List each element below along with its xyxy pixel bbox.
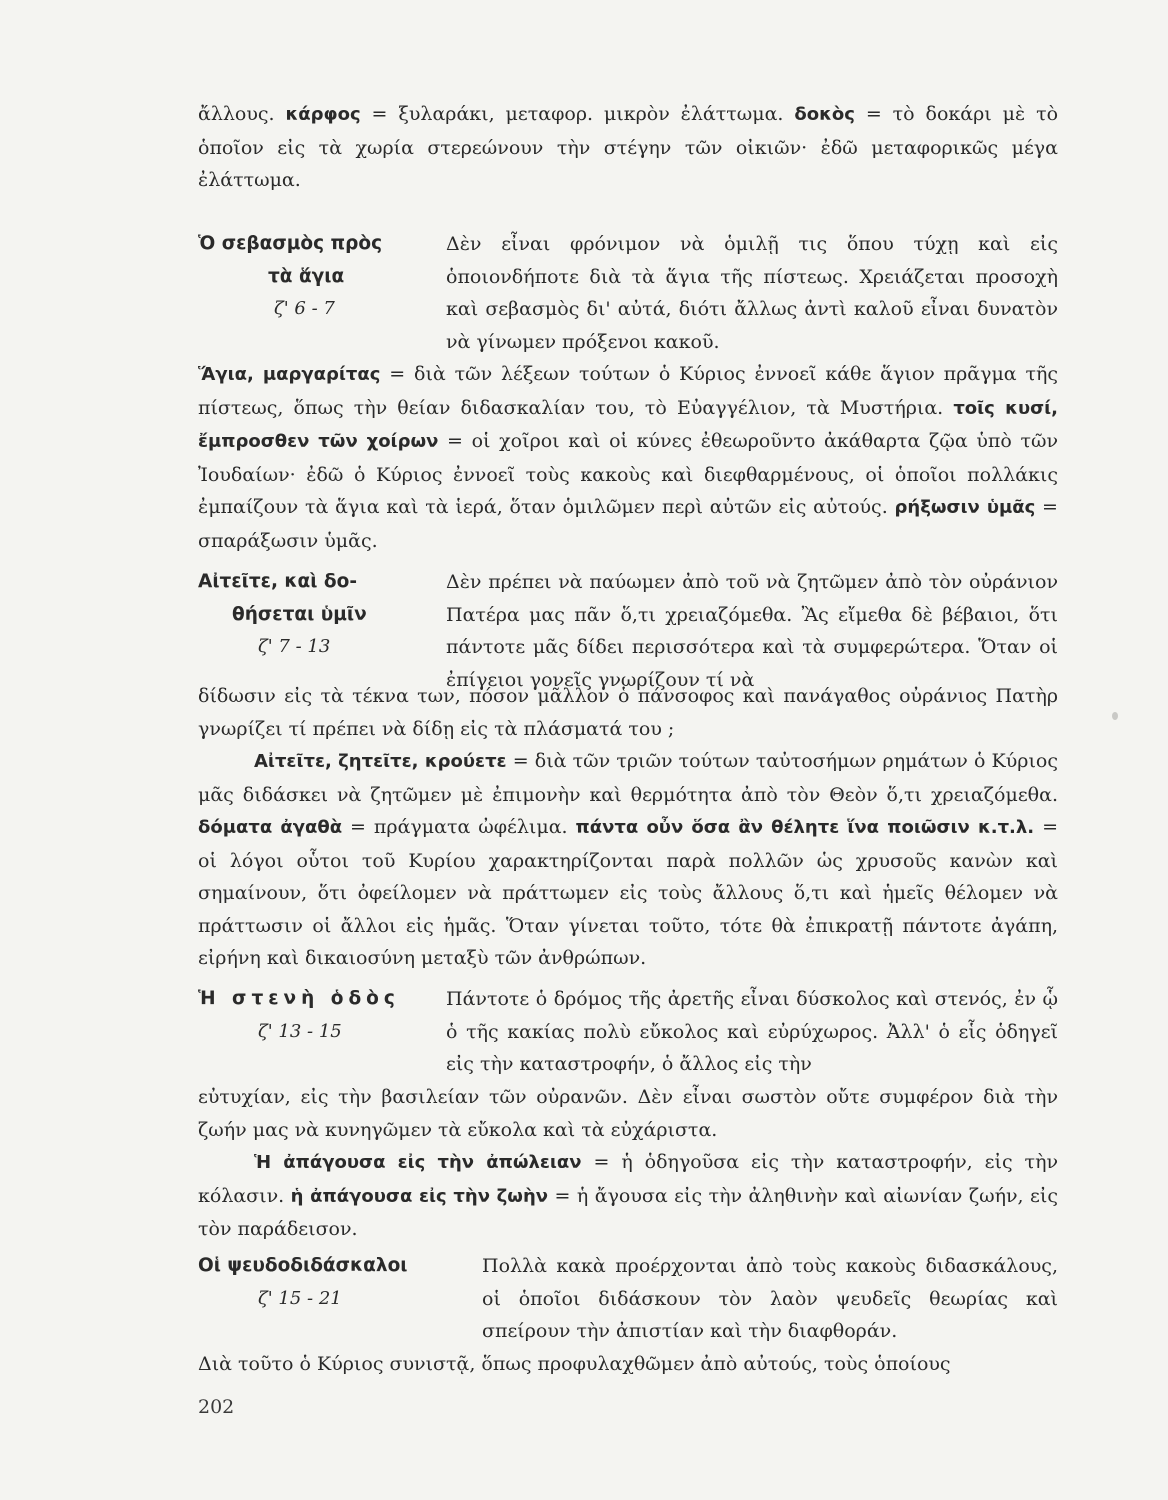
term-aiteite: Αἰτεῖτε, ζητεῖτε, κρούετε xyxy=(254,751,507,772)
section-ask-continuation xyxy=(198,680,1058,975)
section-reverence-ref: ζ' 6 - 7 xyxy=(274,298,335,319)
intro-text-3: = τὸ δοκάρι μὲ τὸ ὁποῖον εἰς τὰ χωρία στερεώνουν τὴν στέγην τῶν οἰκιῶν· ἐδῶ μεταφορικῶς μέγα ἐλάττωμα. xyxy=(198,103,1059,191)
section-narrow-way-continuation xyxy=(198,1081,1058,1246)
term-rixosin: ρήξωσιν ὑμᾶς xyxy=(894,497,1036,518)
note-text-1: = διὰ τῶν λέξεων τούτων ὁ Κύριος ἐννοεῖ κάθε ἅγιον πρᾶγμα τῆς πίστεως, ὅπως τὴν θείαν διδασκαλίαν του, τὸ Εὐαγγέλιον, τὰ Μυστήρια. xyxy=(198,363,1058,419)
section-reverence-text xyxy=(446,228,1058,358)
section-narrow-way-ref: ζ' 13 - 15 xyxy=(258,1020,342,1042)
section-reverence-title-line1: Ὁ σεβασμὸς πρὸς xyxy=(198,233,383,254)
note-text-5: = πράγματα ὠφέλιμα. xyxy=(342,816,576,838)
term-apagousa-apoleian: Ἡ ἀπάγουσα εἰς τὴν ἀπώλειαν xyxy=(254,1152,582,1173)
section-false-teachers-continuation-text: Διὰ τοῦτο ὁ Κύριος συνιστᾷ, ὅπως προφυλαχθῶμεν ἀπὸ αὐτούς, τοὺς ὁποίους xyxy=(198,1353,951,1375)
term-agia-margaritas: Ἅγια, μαργαρίτας xyxy=(198,364,381,385)
term-domata: δόματα ἀγαθὰ xyxy=(198,817,343,838)
section-ask-text xyxy=(446,566,1058,696)
section-ask-heading xyxy=(198,566,430,664)
section-false-teachers-body: Πολλὰ κακὰ προέρχονται ἀπὸ τοὺς κακοὺς διδασκάλους, οἱ ὁποῖοι διδάσκουν τὸν λαὸν ψευδεῖς θεωρίας καὶ σπείρουν τὴν ἀπιστίαν καὶ τὴν διαφθοράν. xyxy=(482,1255,1058,1342)
section-ask-ref: ζ' 7 - 13 xyxy=(258,636,331,657)
section-ask-title-line1: Αἰτεῖτε, καὶ δο- xyxy=(198,571,358,592)
section-narrow-way-body: Πάντοτε ὁ δρόμος τῆς ἀρετῆς εἶναι δύσκολος καὶ στενός, ἐν ᾧ ὁ τῆς κακίας πολὺ εὔκολος καὶ εὐρύχωρος. Ἀλλ' ὁ εἷς ὁδηγεῖ εἰς τὴν καταστροφήν, ὁ ἄλλος εἰς τὴν xyxy=(446,988,1058,1075)
section-ask-continuation-text: δίδωσιν εἰς τὰ τέκνα των, πόσον μᾶλλον ὁ πάνσοφος καὶ πανάγαθος οὐράνιος Πατὴρ γνωρίζει τί πρέπει νὰ δίδῃ εἰς τὰ πλάσματά του ; xyxy=(198,685,1058,740)
intro-text-1: ἄλλους. xyxy=(198,103,286,125)
term-apagousa-zoin: ἡ ἀπάγουσα εἰς τὴν ζωὴν xyxy=(290,1185,549,1207)
section-false-teachers-heading xyxy=(198,1250,430,1315)
note-text-8: = ἡ ἄγουσα εἰς τὴν ἀληθινὴν καὶ αἰωνίαν ζωήν, εἰς τὸν παράδεισον. xyxy=(198,1184,1058,1240)
note-text-7: = ἡ ὁδηγοῦσα εἰς τὴν καταστροφήν, εἰς τὴν κόλασιν. xyxy=(198,1151,1058,1207)
section-narrow-way-heading xyxy=(198,983,430,1048)
section-reverence-title-line2: τὰ ἅγια xyxy=(268,265,345,287)
term-karfos: κάρφος xyxy=(285,104,361,125)
section-reverence-notes xyxy=(198,358,1058,557)
section-false-teachers-continuation xyxy=(198,1348,1058,1381)
section-false-teachers-title: Οἱ ψευδοδιδάσκαλοι xyxy=(198,1255,408,1276)
term-kysi-choiron: τοῖς κυσί, ἔμπροσθεν τῶν χοίρων xyxy=(198,397,1058,452)
section-false-teachers-text xyxy=(482,1250,1058,1348)
term-panta-oun: πάντα οὖν ὅσα ἂν θέλητε ἵνα ποιῶσιν κ.τ.λ. xyxy=(575,817,1035,838)
section-narrow-way-title: Ἡ στενὴ ὁδὸς xyxy=(198,988,400,1009)
note-text-6: = οἱ λόγοι οὗτοι τοῦ Κυρίου χαρακτηρίζονται παρὰ πολλῶν ὡς χρυσοῦς κανὼν καὶ σημαίνουν, ὅτι ὀφείλομεν νὰ πράττωμεν εἰς τοὺς ἄλλους ὅ,τι καὶ ἡμεῖς θέλομεν νὰ πράττωσιν οἱ ἄλλοι εἰς ἡμᾶς. Ὅταν γίνεται τοῦτο, τότε θὰ ἐπικρατῇ πάντοτε ἀγάπη, εἰρήνη καὶ δικαιοσύνη μεταξὺ τῶν ἀνθρώπων. xyxy=(198,816,1059,969)
section-narrow-way-continuation-text: εὐτυχίαν, εἰς τὴν βασιλείαν τῶν οὐρανῶν. Δὲν εἶναι σωστὸν οὔτε συμφέρον διὰ τὴν ζωήν μας νὰ κυνηγῶμεν τὰ εὔκολα καὶ τὰ εὐχάριστα. xyxy=(198,1086,1058,1141)
intro-text-2: = ξυλαράκι, μεταφορ. μικρὸν ἐλάττωμα. xyxy=(360,103,795,125)
intro-paragraph xyxy=(198,98,1058,197)
term-dokos: δοκὸς xyxy=(794,104,855,125)
section-reverence-heading xyxy=(198,228,430,326)
page-number: 202 xyxy=(198,1396,235,1418)
note-text-4: = διὰ τῶν τριῶν τούτων ταὐτοσήμων ρημάτων ὁ Κύριος μᾶς διδάσκει νὰ ζητῶμεν μὲ ἐπιμονὴν καὶ θερμότητα ἀπὸ τὸν Θεὸν ὅ,τι χρειαζόμεθα. xyxy=(198,750,1058,806)
section-false-teachers-ref: ζ' 15 - 21 xyxy=(258,1287,342,1309)
section-ask-body: Δὲν πρέπει νὰ παύωμεν ἀπὸ τοῦ νὰ ζητῶμεν ἀπὸ τὸν οὐράνιον Πατέρα μας πᾶν ὅ,τι χρειαζόμεθα. Ἂς εἴμεθα δὲ βέβαιοι, ὅτι πάντοτε μᾶς δίδει περισσότερα καὶ τὰ συμφερώτερα. Ὅταν οἱ ἐπίγειοι γονεῖς γνωρίζουν τί νὰ xyxy=(446,571,1058,691)
note-text-3: = σπαράξωσιν ὑμᾶς. xyxy=(198,496,1058,552)
paper-smudge xyxy=(1112,712,1118,720)
section-reverence-body: Δὲν εἶναι φρόνιμον νὰ ὁμιλῇ τις ὅπου τύχῃ καὶ εἰς ὁποιονδήποτε διὰ τὰ ἅγια τῆς πίστεως. Χρειάζεται προσοχὴ καὶ σεβασμὸς δι' αὐτά, διότι ἄλλως ἀντὶ καλοῦ εἶναι δυνατὸν νὰ γίνωμεν πρόξενοι κακοῦ. xyxy=(446,233,1058,353)
section-ask-title-line2: θήσεται ὑμῖν xyxy=(232,603,367,625)
section-narrow-way-text xyxy=(446,983,1058,1081)
note-text-2: = οἱ χοῖροι καὶ οἱ κύνες ἐθεωροῦντο ἀκάθαρτα ζῷα ὑπὸ τῶν Ἰουδαίων· ἐδῶ ὁ Κύριος ἐννοεῖ τοὺς κακοὺς καὶ διεφθαρμένους, οἱ ὁποῖοι πολλάκις ἐμπαίζουν τὰ ἅγια καὶ τὰ ἱερά, ὅταν ὁμιλῶμεν περὶ αὐτῶν εἰς αὐτούς. xyxy=(198,430,1059,518)
